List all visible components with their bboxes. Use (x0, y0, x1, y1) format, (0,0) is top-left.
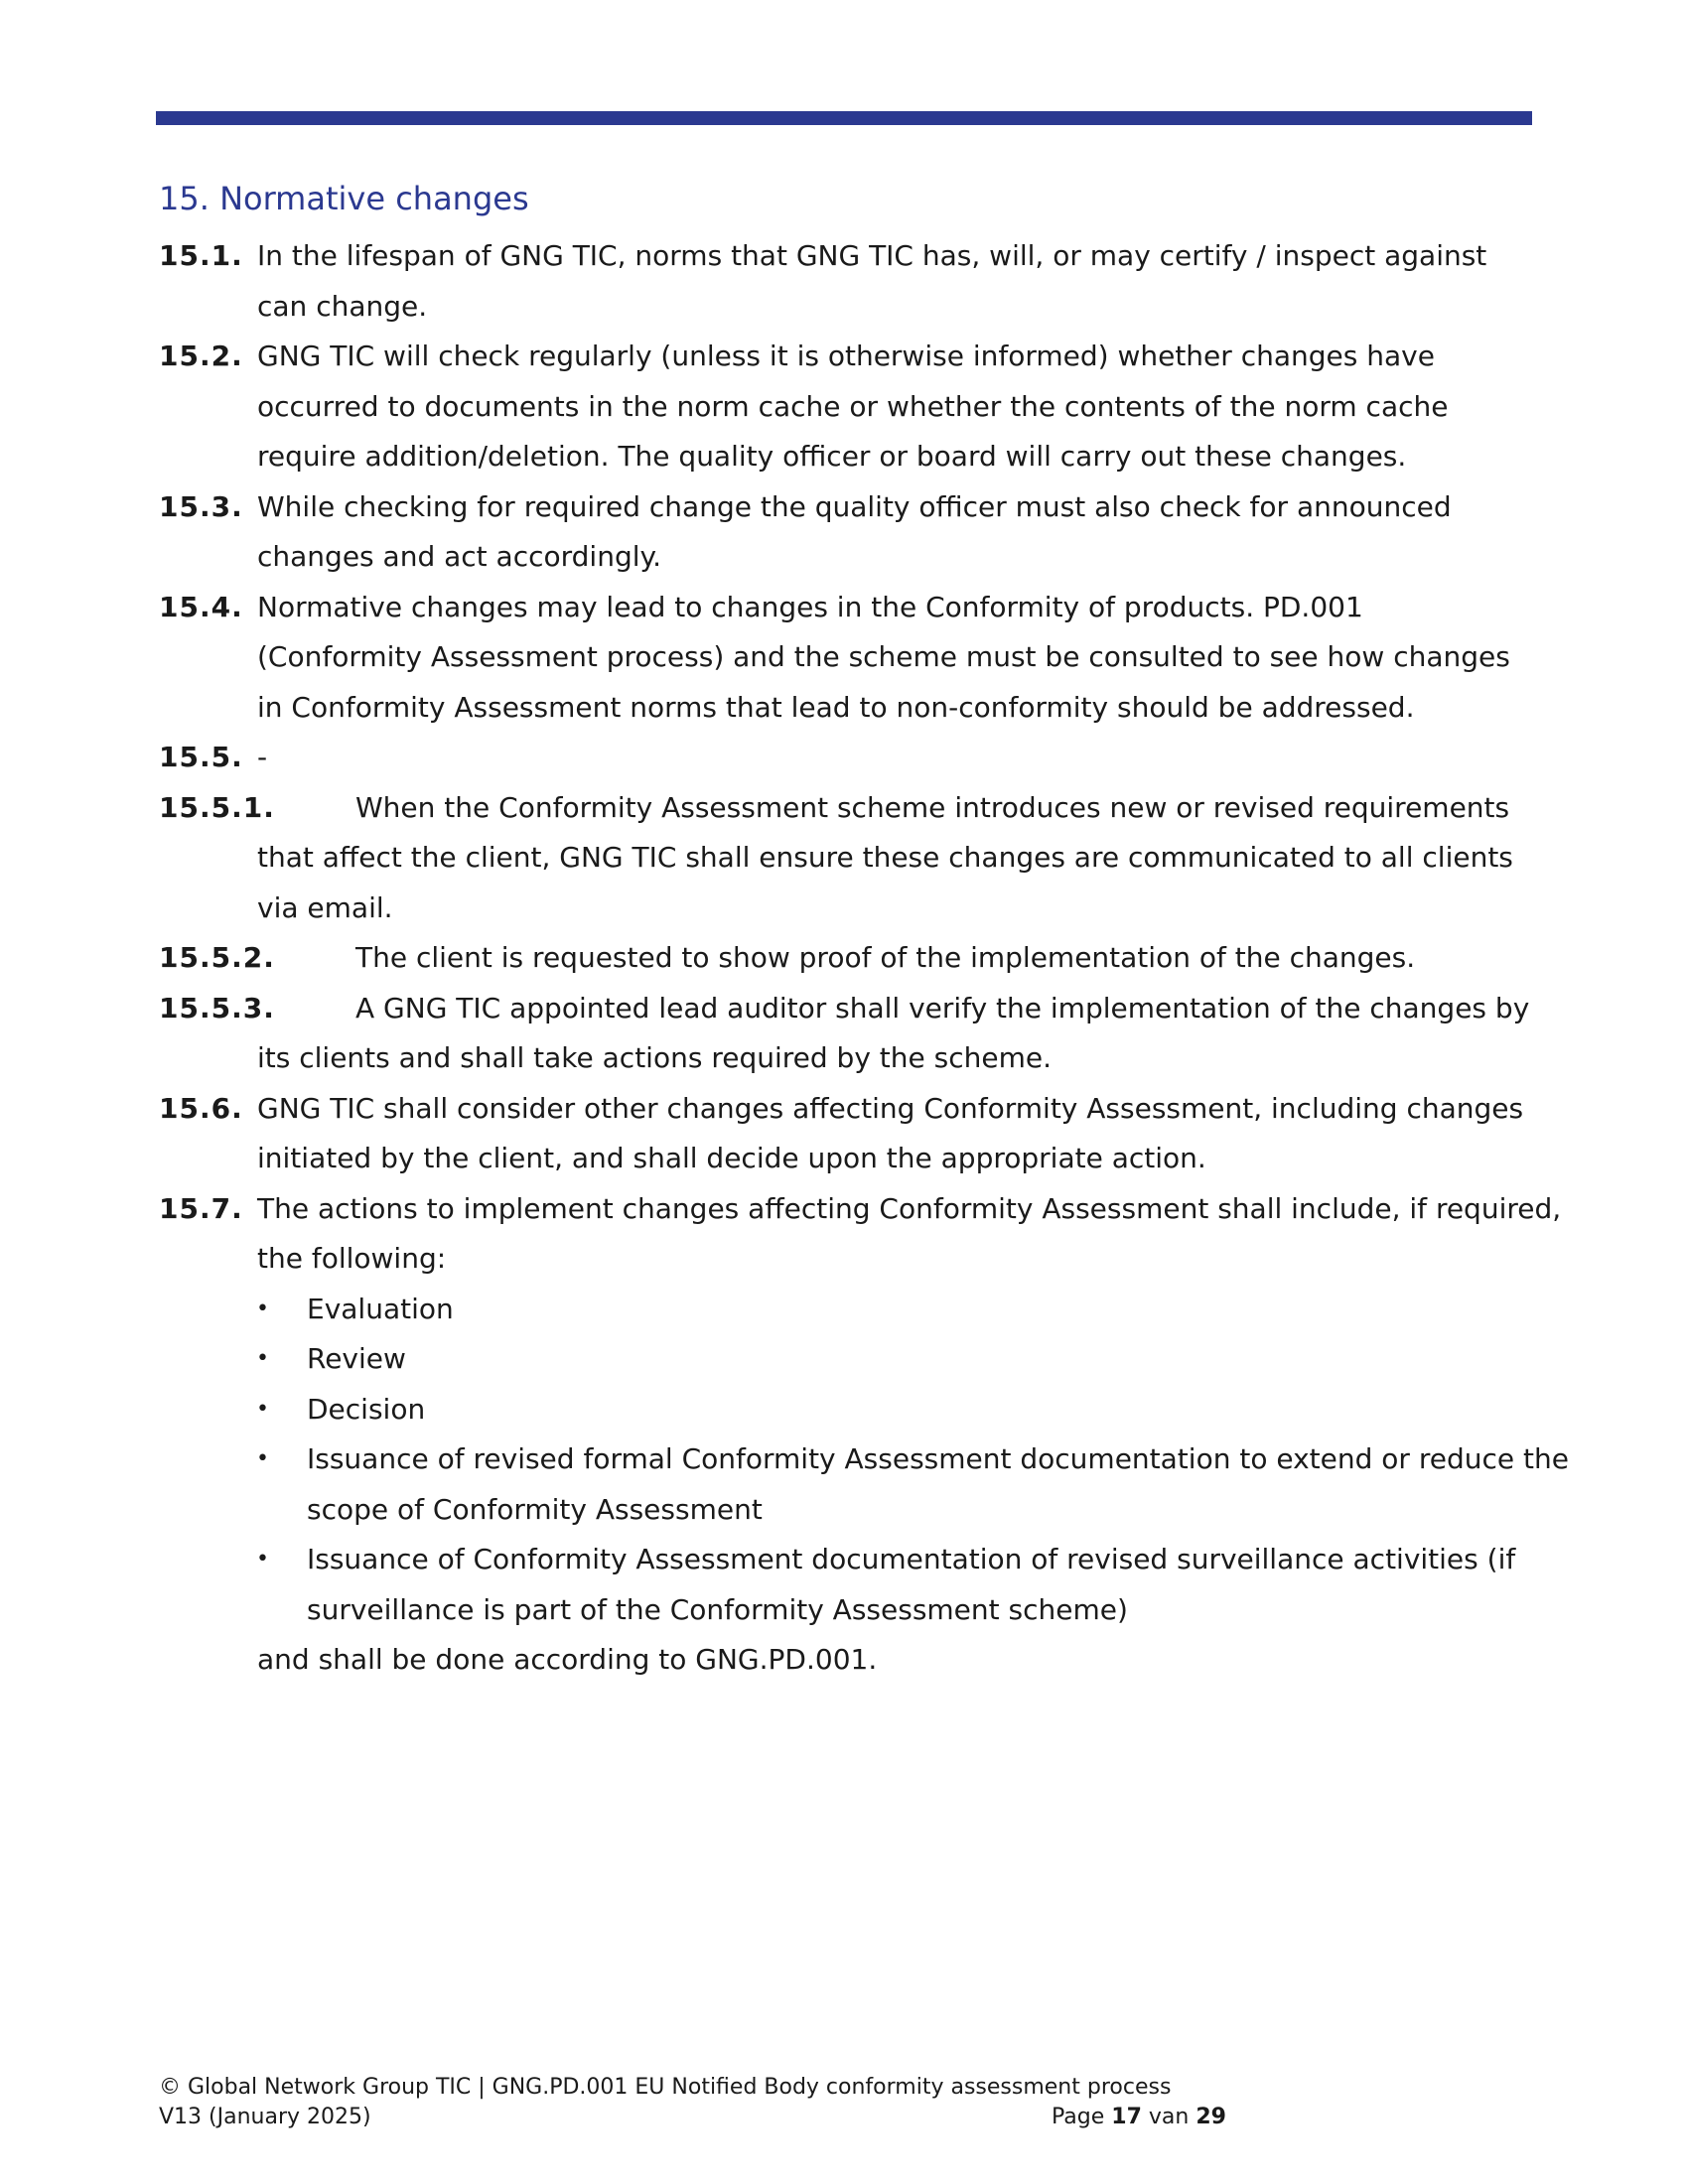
paragraph-15-5 (159, 733, 1569, 783)
paragraph-15-5-2 (159, 933, 1569, 984)
bullet-icon: • (256, 1446, 269, 1471)
paragraph-line: A GNG TIC appointed lead auditor shall verify the implementation of the changes by (355, 991, 1530, 1024)
closing-line: and shall be done according to GNG.PD.001. (257, 1643, 878, 1676)
paragraph-line: While checking for required change the quality officer must also check for announced (257, 489, 1452, 523)
paragraph-number: 15.5.1. (159, 790, 275, 824)
list-item-line: surveillance is part of the Conformity Assessment scheme) (307, 1592, 1128, 1626)
paragraph-line: initiated by the client, and shall decide upon the appropriate action. (257, 1142, 1206, 1174)
page-footer (159, 2073, 1251, 2132)
footer-row (159, 2103, 1251, 2132)
paragraph-line: (Conformity Assessment process) and the scheme must be consulted to see how changes (257, 640, 1510, 673)
list-item-line: Decision (307, 1392, 426, 1426)
bullet-icon: • (256, 1547, 269, 1571)
paragraph-15-7 (159, 1184, 1569, 1285)
list-item-line: Evaluation (307, 1292, 454, 1325)
page-total: 29 (1196, 2105, 1226, 2129)
paragraph-15-3 (159, 482, 1569, 583)
paragraph-number: 15.5. (159, 741, 243, 773)
paragraph-15-4 (159, 583, 1569, 734)
footer-version: V13 (January 2025) (159, 2105, 371, 2129)
paragraph-line: in Conformity Assessment norms that lead to non-conformity should be addressed. (257, 690, 1415, 724)
list-item (256, 1385, 1569, 1435)
document-body (159, 231, 1569, 1686)
paragraph-line: that affect the client, GNG TIC shall ensure these changes are communicated to all clients (257, 841, 1513, 874)
paragraph-number: 15.6. (159, 1091, 243, 1125)
paragraph-number: 15.1. (159, 239, 243, 272)
paragraph-line: changes and act accordingly. (257, 540, 661, 573)
paragraph-number: 15.5.2. (159, 941, 275, 974)
paragraph-line: GNG TIC will check regularly (unless it is otherwise informed) whether changes have (257, 340, 1435, 372)
paragraph-line: The client is requested to show proof of the implementation of the changes. (355, 941, 1416, 974)
page-number (1052, 2103, 1226, 2132)
paragraph-number: 15.2. (159, 340, 243, 372)
paragraph-line: its clients and shall take actions required by the scheme. (257, 1041, 1052, 1074)
bullet-icon: • (256, 1296, 269, 1321)
paragraph-number: 15.7. (159, 1191, 243, 1225)
list-item-line: Issuance of Conformity Assessment documentation of revised surveillance activities (if (307, 1543, 1516, 1575)
bullet-icon: • (256, 1346, 269, 1371)
paragraph-number: 15.4. (159, 590, 243, 623)
paragraph-line: Normative changes may lead to changes in the Conformity of products. PD.001 (257, 590, 1363, 623)
paragraph-line: require addition/deletion. The quality officer or board will carry out these changes. (257, 440, 1407, 473)
list-item (256, 1434, 1569, 1535)
paragraph-15-5-3 (159, 984, 1569, 1084)
paragraph-15-1 (159, 231, 1569, 332)
paragraph-15-6 (159, 1084, 1569, 1184)
paragraph-line: via email. (257, 890, 393, 924)
paragraph-line: the following: (257, 1242, 447, 1275)
paragraph-number: 15.3. (159, 489, 243, 523)
section-heading: 15. Normative changes (159, 180, 529, 217)
list-item-line: Review (307, 1342, 406, 1375)
page-current: 17 (1111, 2105, 1142, 2129)
action-list (159, 1285, 1569, 1636)
list-item (256, 1285, 1569, 1335)
paragraph-15-2 (159, 332, 1569, 482)
paragraph-15-5-1 (159, 783, 1569, 934)
header-rule (156, 111, 1532, 125)
paragraph-line: - (257, 741, 268, 773)
list-item (256, 1535, 1569, 1635)
list-item-line: scope of Conformity Assessment (307, 1492, 763, 1526)
page-of-label: van (1148, 2105, 1190, 2129)
paragraph-line: In the lifespan of GNG TIC, norms that GNG TIC has, will, or may certify / inspect against (257, 239, 1487, 272)
paragraph-line: When the Conformity Assessment scheme introduces new or revised requirements (355, 790, 1510, 824)
bullet-icon: • (256, 1396, 269, 1422)
page-label: Page (1052, 2105, 1105, 2129)
list-item-line: Issuance of revised formal Conformity Assessment documentation to extend or reduce the (307, 1442, 1569, 1475)
paragraph-line: occurred to documents in the norm cache or whether the contents of the norm cache (257, 389, 1449, 423)
paragraph-line: The actions to implement changes affecting Conformity Assessment shall include, if required, (257, 1191, 1562, 1225)
paragraph-line: can change. (257, 289, 428, 323)
list-item (256, 1334, 1569, 1385)
paragraph-line: GNG TIC shall consider other changes affecting Conformity Assessment, including changes (257, 1091, 1524, 1125)
paragraph-number: 15.5.3. (159, 991, 275, 1024)
footer-copyright: © Global Network Group TIC | GNG.PD.001 EU Notified Body conformity assessment process (159, 2075, 1172, 2100)
